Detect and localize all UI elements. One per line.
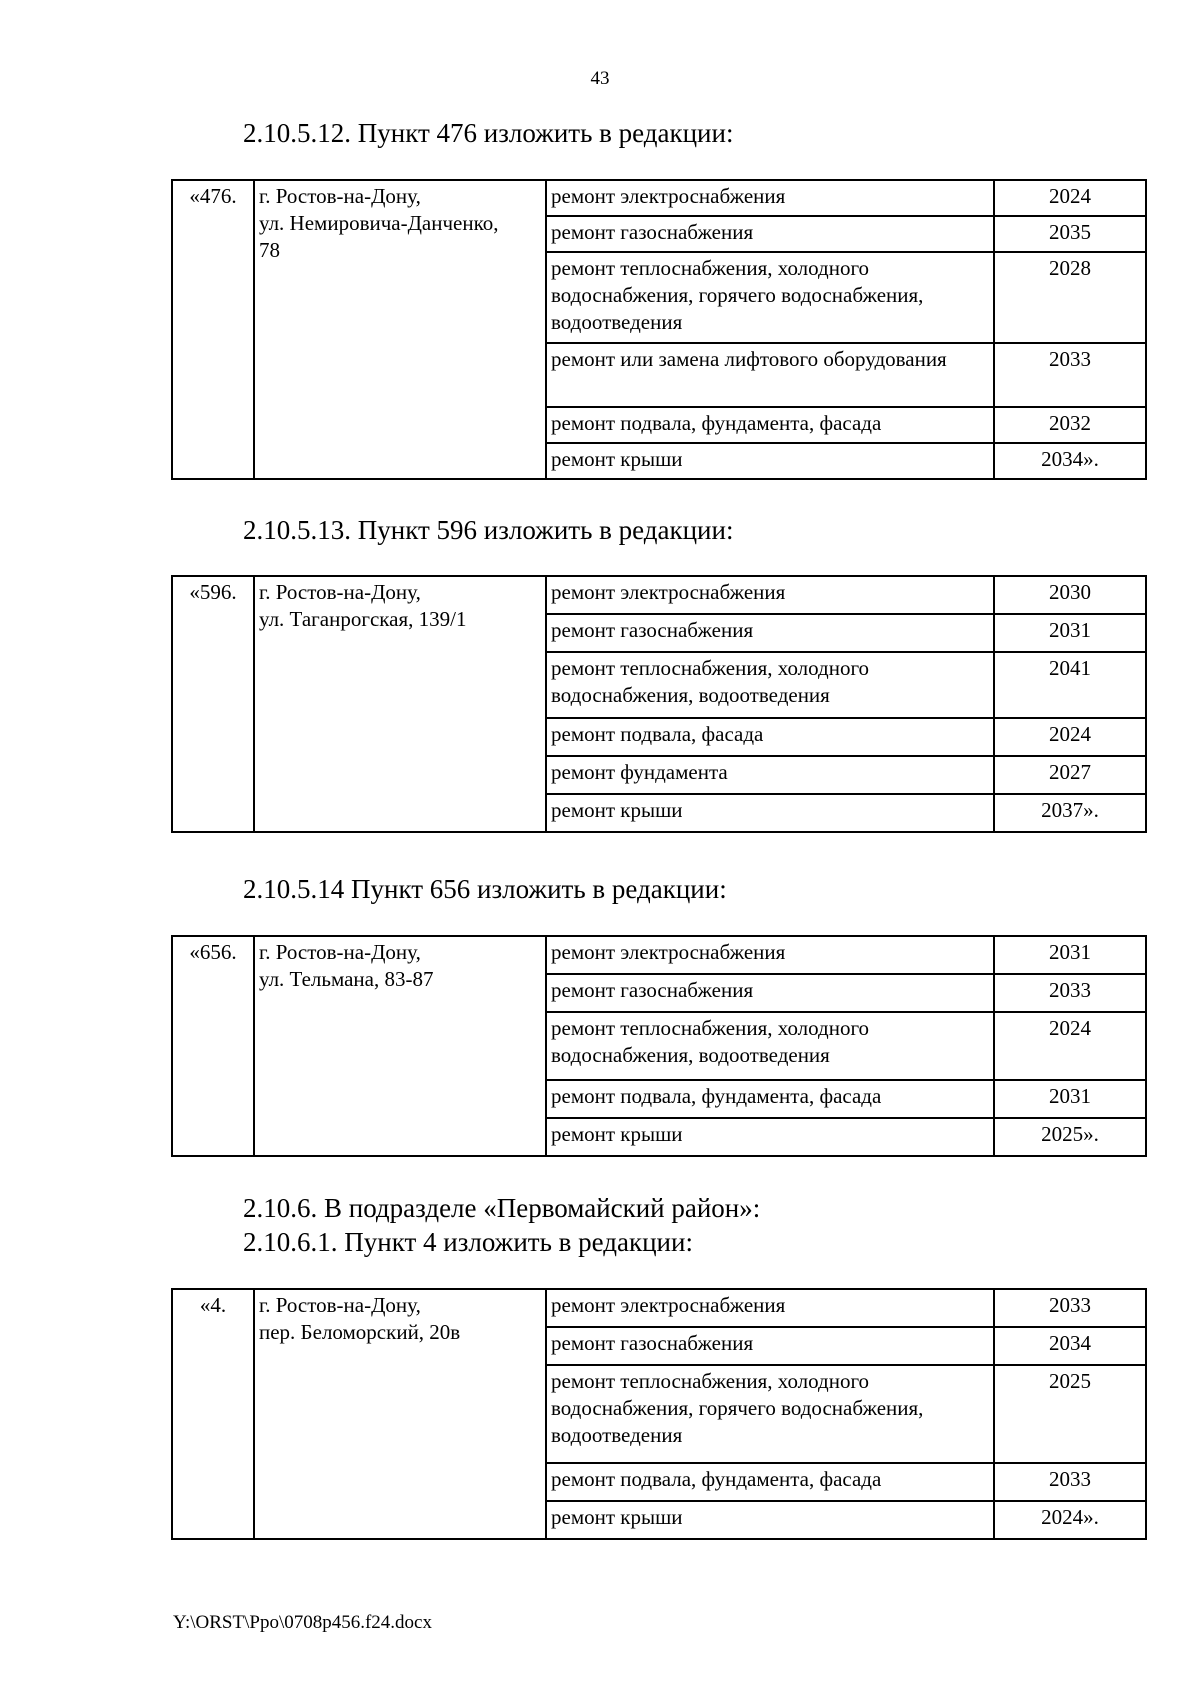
table-item-4	[171, 1288, 1147, 1540]
section-heading-596: 2.10.5.13. Пункт 596 изложить в редакции:	[243, 515, 734, 545]
section-heading-656: 2.10.5.14 Пункт 656 изложить в редакции:	[243, 874, 727, 904]
work-type-cell: ремонт электроснабжения	[546, 1289, 994, 1327]
year-cell: 2033	[994, 343, 1146, 407]
item-number: «476.	[172, 180, 254, 479]
work-type-cell: ремонт фундамента	[546, 756, 994, 794]
year-cell: 2033	[994, 1463, 1146, 1501]
work-type-cell: ремонт электроснабжения	[546, 576, 994, 614]
year-cell: 2034».	[994, 443, 1146, 479]
year-cell: 2024	[994, 180, 1146, 216]
item-number: «656.	[172, 936, 254, 1156]
page-number: 43	[590, 68, 610, 89]
work-type-cell: ремонт теплоснабжения, холодного водоснабжения, горячего водоснабжения, водоотведения	[546, 1365, 994, 1463]
item-address: г. Ростов-на-Дону, пер. Беломорский, 20в	[254, 1289, 546, 1539]
year-cell: 2033	[994, 974, 1146, 1012]
work-type-cell: ремонт газоснабжения	[546, 216, 994, 252]
table-row	[172, 936, 1146, 974]
work-type-cell: ремонт теплоснабжения, холодного водоснабжения, горячего водоснабжения, водоотведения	[546, 252, 994, 343]
table-row	[172, 1289, 1146, 1327]
year-cell: 2024».	[994, 1501, 1146, 1539]
item-address: г. Ростов-на-Дону, ул. Немировича-Данченко, 78	[254, 180, 546, 479]
work-type-cell: ремонт теплоснабжения, холодного водоснабжения, водоотведения	[546, 1012, 994, 1080]
year-cell: 2024	[994, 718, 1146, 756]
year-cell: 2035	[994, 216, 1146, 252]
year-cell: 2028	[994, 252, 1146, 343]
section-heading-4: 2.10.6.1. Пункт 4 изложить в редакции:	[243, 1227, 693, 1257]
work-type-cell: ремонт подвала, фундамента, фасада	[546, 1463, 994, 1501]
work-type-cell: ремонт крыши	[546, 1501, 994, 1539]
section-heading-476: 2.10.5.12. Пункт 476 изложить в редакции:	[243, 118, 734, 148]
work-type-cell: ремонт газоснабжения	[546, 1327, 994, 1365]
work-type-cell: ремонт подвала, фасада	[546, 718, 994, 756]
item-number: «4.	[172, 1289, 254, 1539]
work-type-cell: ремонт подвала, фундамента, фасада	[546, 407, 994, 443]
year-cell: 2031	[994, 614, 1146, 652]
work-type-cell: ремонт газоснабжения	[546, 974, 994, 1012]
footer-file-path: Y:\ORST\Ppo\0708p456.f24.docx	[173, 1612, 432, 1633]
table-item-596	[171, 575, 1147, 833]
year-cell: 2032	[994, 407, 1146, 443]
item-address: г. Ростов-на-Дону, ул. Таганрогская, 139/1	[254, 576, 546, 832]
table-item-656	[171, 935, 1147, 1157]
work-type-cell: ремонт электроснабжения	[546, 180, 994, 216]
item-number: «596.	[172, 576, 254, 832]
work-type-cell: ремонт крыши	[546, 443, 994, 479]
year-cell: 2034	[994, 1327, 1146, 1365]
year-cell: 2027	[994, 756, 1146, 794]
year-cell: 2025	[994, 1365, 1146, 1463]
year-cell: 2030	[994, 576, 1146, 614]
table-item-476	[171, 179, 1147, 480]
subsection-heading-pervomaisky: 2.10.6. В подразделе «Первомайский район»:	[243, 1193, 761, 1223]
work-type-cell: ремонт подвала, фундамента, фасада	[546, 1080, 994, 1118]
table-row	[172, 180, 1146, 216]
work-type-cell: ремонт электроснабжения	[546, 936, 994, 974]
year-cell: 2037».	[994, 794, 1146, 832]
table-row	[172, 576, 1146, 614]
year-cell: 2041	[994, 652, 1146, 718]
year-cell: 2033	[994, 1289, 1146, 1327]
work-type-cell: ремонт газоснабжения	[546, 614, 994, 652]
year-cell: 2024	[994, 1012, 1146, 1080]
year-cell: 2031	[994, 1080, 1146, 1118]
work-type-cell: ремонт или замена лифтового оборудования	[546, 343, 994, 407]
year-cell: 2025».	[994, 1118, 1146, 1156]
year-cell: 2031	[994, 936, 1146, 974]
item-address: г. Ростов-на-Дону, ул. Тельмана, 83-87	[254, 936, 546, 1156]
work-type-cell: ремонт крыши	[546, 1118, 994, 1156]
work-type-cell: ремонт теплоснабжения, холодного водоснабжения, водоотведения	[546, 652, 994, 718]
work-type-cell: ремонт крыши	[546, 794, 994, 832]
